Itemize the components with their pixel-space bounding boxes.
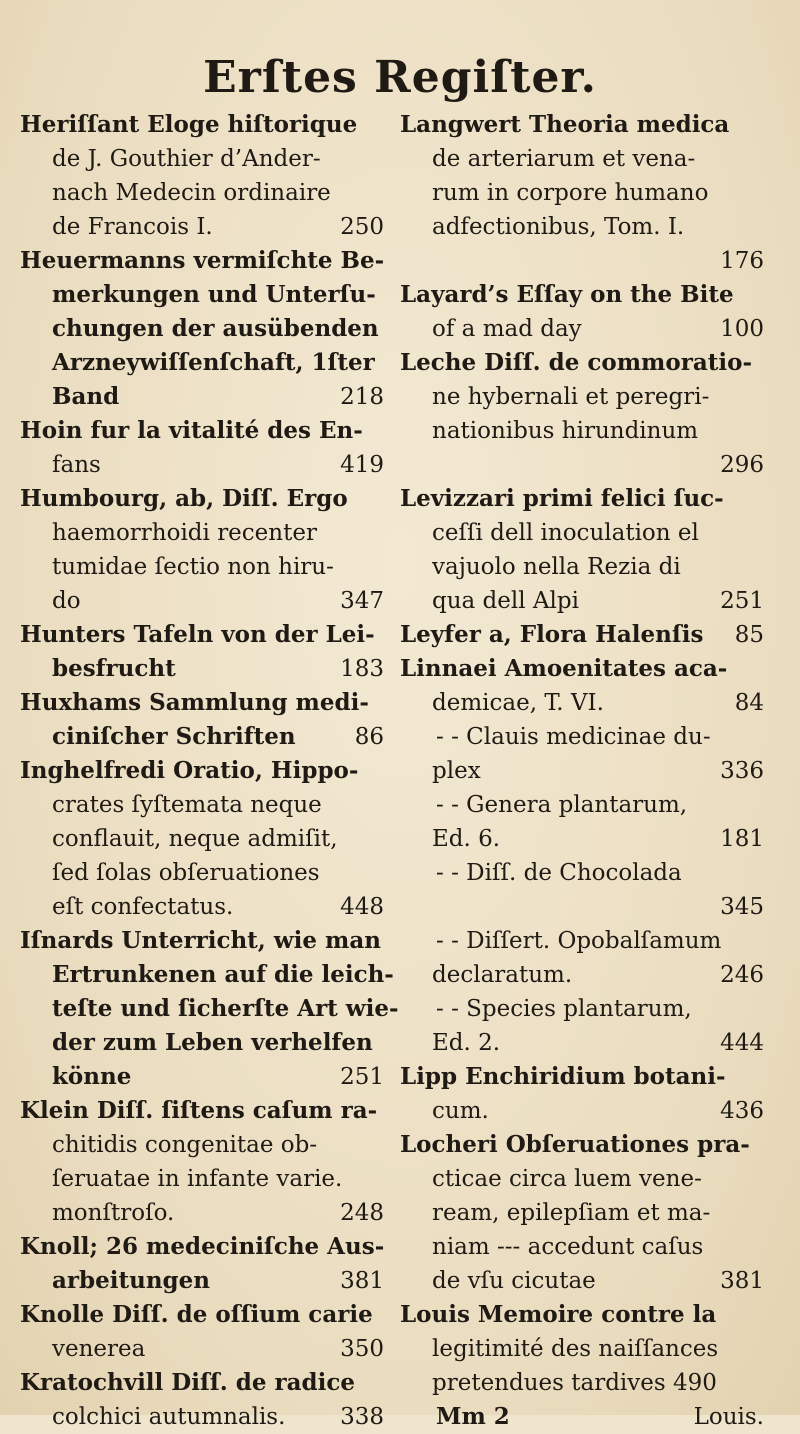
entry-line: pretendues tardives (432, 1370, 666, 1396)
page-number: 419 (340, 452, 384, 478)
entry-line: teſte und ſicherſte Art wie- (52, 995, 399, 1022)
entry-line: monſtroſo. (52, 1200, 175, 1226)
page-number: 183 (340, 656, 384, 682)
index-entry (20, 618, 390, 686)
page-number: 336 (720, 758, 764, 784)
page-number: 181 (720, 826, 764, 852)
entry-line: Band (52, 383, 120, 410)
index-entry (400, 1298, 770, 1434)
entry-line: nach Medecin ordinaire (52, 180, 331, 206)
entry-line: vajuolo nella Rezia di (432, 554, 681, 580)
page-title: Erſtes Regiſter. (203, 52, 597, 103)
page-number: 251 (720, 588, 764, 614)
entry-line: ream, epilepſiam et ma- (432, 1200, 711, 1226)
page-number: 85 (734, 622, 764, 648)
page-number: 347 (340, 588, 384, 614)
entry-line: de arteriarum et vena- (432, 146, 696, 172)
page-number: 84 (734, 690, 764, 716)
entry-line: Iſnards Unterricht, wie man (20, 927, 381, 954)
entry-line: qua dell Alpi (432, 588, 579, 614)
entry-line: Inghelfredi Oratio, Hippo- (20, 757, 359, 784)
entry-line: do (52, 588, 81, 614)
entry-line: ſeruatae in infante varie. (52, 1166, 343, 1192)
entry-line: der zum Leben verhelfen (52, 1029, 373, 1056)
entry-line: ceſſi dell inoculation el (432, 520, 699, 546)
entry-line: demicae, T. VI. (432, 690, 604, 716)
entry-line: Locheri Obſeruationes pra- (400, 1131, 750, 1158)
index-entry (20, 482, 390, 618)
entry-line: colchici autumnalis. (52, 1404, 286, 1430)
entry-line: Layard’s Eſſay on the Bite (400, 281, 734, 308)
index-entry (20, 686, 390, 754)
index-entry (400, 720, 770, 788)
page-number: 490 (673, 1370, 717, 1396)
page-number: 381 (720, 1268, 764, 1294)
entry-line: plex (432, 758, 481, 784)
entry-line: chungen der ausübenden (52, 315, 379, 342)
entry-line: - - Species plantarum, (436, 996, 692, 1022)
index-entry (20, 1230, 390, 1298)
index-entry (400, 652, 770, 720)
page-number: 250 (340, 214, 384, 240)
index-entry (400, 924, 770, 992)
index-entry (400, 1060, 770, 1128)
entry-line: declaratum. (432, 962, 573, 988)
entry-line: Levizzari primi felici ſuc- (400, 485, 724, 512)
index-entry (400, 278, 770, 346)
index-entry (400, 346, 770, 482)
index-entry (20, 1366, 390, 1434)
entry-line: chitidis congenitae ob- (52, 1132, 318, 1158)
entry-line: eſt confectatus. (52, 894, 234, 920)
entry-line: Knoll; 26 medeciniſche Aus- (20, 1233, 385, 1260)
entry-line: Lipp Enchiridium botani- (400, 1063, 726, 1090)
entry-line: of a mad day (432, 316, 582, 342)
page-number: 350 (340, 1336, 384, 1362)
page-number: 218 (340, 384, 384, 410)
entry-line: Heuermanns vermiſchte Be- (20, 247, 385, 274)
index-entry (400, 788, 770, 856)
entry-line: Hunters Tafeln von der Lei- (20, 621, 375, 648)
entry-line: Humbourg, ab, Diſſ. Ergo (20, 485, 348, 512)
index-entry (400, 108, 770, 278)
page-number: 381 (340, 1268, 384, 1294)
entry-line: arbeitungen (52, 1267, 210, 1294)
entry-line: - - Diſſ. de Chocolada (436, 860, 682, 886)
index-entry (20, 108, 390, 244)
entry-line: Arzneywiſſenſchaft, 1ſter (52, 349, 375, 376)
entry-line: Heriſſant Eloge hiſtorique (20, 111, 358, 138)
entry-line: besfrucht (52, 655, 176, 682)
entry-line: cticae circa luem vene- (432, 1166, 702, 1192)
entry-line: ciniſcher Schriften (52, 723, 296, 750)
page-number: 248 (340, 1200, 384, 1226)
index-entry (20, 244, 390, 414)
entry-line: Kratochvill Diſſ. de radice (20, 1369, 355, 1396)
entry-line: haemorrhoidi recenter (52, 520, 317, 546)
entry-line: de vſu cicutae (432, 1268, 596, 1294)
page-number: 176 (720, 248, 764, 274)
entry-line: Langwert Theoria medica (400, 111, 730, 138)
entry-line: Knolle Diſſ. de oſſium carie (20, 1301, 373, 1328)
entry-line: ne hybernali et peregri- (432, 384, 710, 410)
entry-line: Leche Diſſ. de commoratio- (400, 349, 753, 376)
entry-line: ſed ſolas obſeruationes (52, 860, 320, 886)
entry-line: adfectionibus, Tom. I. (432, 214, 685, 240)
entry-line: Louis Memoire contre la (400, 1301, 717, 1328)
entry-line: Huxhams Sammlung medi- (20, 689, 369, 716)
index-entry (400, 992, 770, 1060)
index-entry (20, 1298, 390, 1366)
right-column (400, 108, 770, 1434)
entry-line: legitimité des naiſſances (432, 1336, 719, 1362)
signature-mark: Mm 2 (436, 1403, 510, 1430)
entry-line: - - Clauis medicinae du- (436, 724, 711, 750)
index-entry (20, 1094, 390, 1230)
index-entry (400, 618, 770, 652)
entry-line: Ed. 2. (432, 1030, 501, 1056)
page-number: 246 (720, 962, 764, 988)
page-number: 444 (720, 1030, 764, 1056)
page-number: 296 (720, 452, 764, 478)
page-number: 448 (340, 894, 384, 920)
left-column (20, 108, 399, 1434)
entry-line: Ed. 6. (432, 826, 501, 852)
page-number: 251 (340, 1064, 384, 1090)
index-entry (20, 924, 399, 1094)
entry-line: - - Diſſert. Opobalſamum (436, 928, 722, 954)
entry-line: conflauit, neque admiſit, (52, 826, 338, 852)
entry-line: - - Genera plantarum, (436, 792, 688, 818)
entry-line: venerea (52, 1336, 146, 1362)
entry-line: Leyfer a, Flora Halenſis (400, 621, 704, 648)
page-number: 338 (340, 1404, 384, 1430)
index-entry (20, 414, 390, 482)
entry-line: merkungen und Unterſu- (52, 281, 376, 308)
page-number: 86 (354, 724, 384, 750)
entry-line: Linnaei Amoenitates aca- (400, 655, 728, 682)
entry-line: niam --- accedunt caſus (432, 1234, 704, 1260)
entry-line: crates ſyſtemata neque (52, 792, 322, 818)
entry-line: nationibus hirundinum (432, 418, 699, 444)
entry-line: Klein Diſſ. ſiſtens caſum ra- (20, 1097, 378, 1124)
entry-line: fans (52, 452, 101, 478)
entry-line: Ertrunkenen auf die leich- (52, 961, 394, 988)
entry-line: tumidae ſectio non hiru- (52, 554, 334, 580)
page-number: 345 (720, 894, 764, 920)
page-number: 436 (720, 1098, 764, 1124)
index-entry (400, 856, 770, 924)
page-number: 100 (720, 316, 764, 342)
entry-line: cum. (432, 1098, 489, 1124)
index-entry (20, 754, 390, 924)
entry-line: rum in corpore humano (432, 180, 709, 206)
entry-line: de J. Gouthier d’Ander- (52, 146, 321, 172)
catchword: Louis. (693, 1404, 764, 1430)
index-entry (400, 1128, 770, 1298)
index-entry (400, 482, 770, 618)
entry-line: de Francois I. (52, 214, 213, 240)
entry-line: könne (52, 1063, 132, 1090)
entry-line: Hoin fur la vitalité des En- (20, 417, 363, 444)
